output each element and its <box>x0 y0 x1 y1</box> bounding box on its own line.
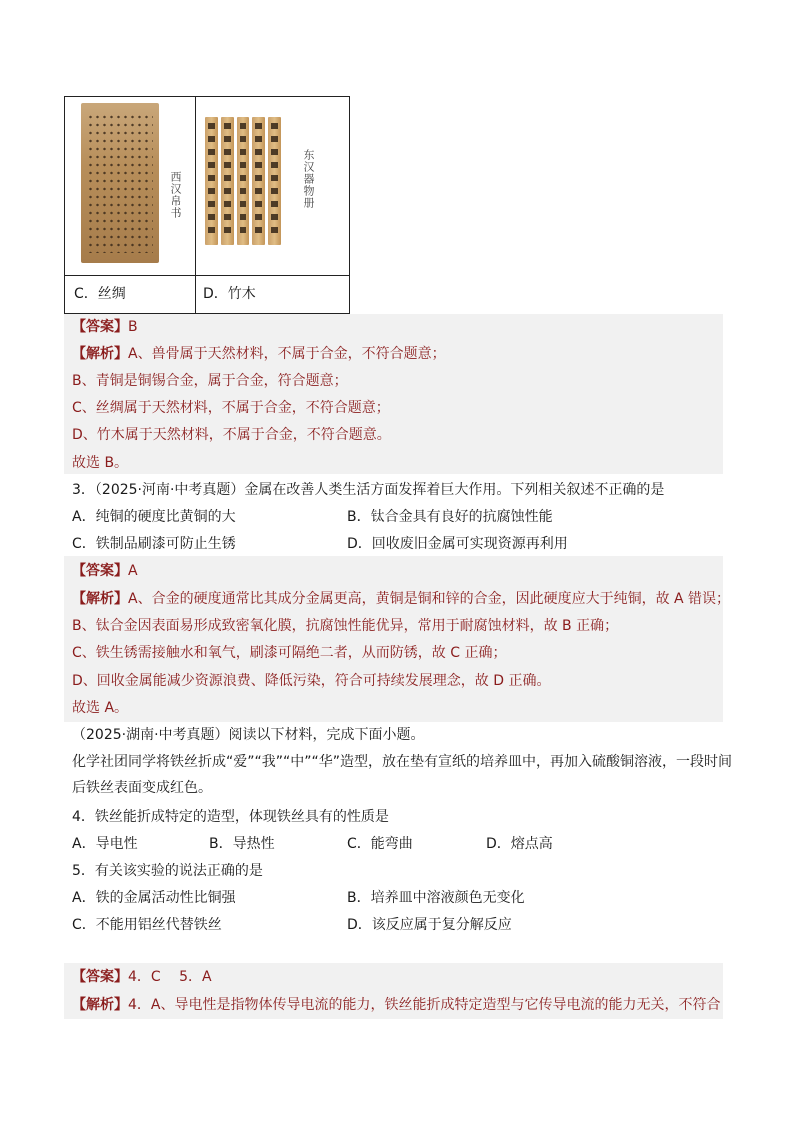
q5-option-b: B．培养皿中溶液颜色无变化 <box>347 890 525 906</box>
q5-option-a: A．铁的金属活动性比铜强 <box>72 890 236 906</box>
answer-line-3: 【答案】4．C 5．A <box>72 969 212 985</box>
question-4-stem: 4．铁丝能折成特定的造型，体现铁丝具有的性质是 <box>72 809 389 825</box>
q3-option-b: B．钛合金具有良好的抗腐蚀性能 <box>347 509 553 525</box>
question-3-stem: 3．（2025·河南·中考真题）金属在改善人类生活方面发挥着巨大作用。下列相关叙述不正确的是 <box>72 482 665 498</box>
answer-block-2 <box>64 556 723 722</box>
q3-option-d: D．回收废旧金属可实现资源再利用 <box>347 536 568 552</box>
analysis-line-2: 【解析】A、合金的硬度通常比其成分金属更高，黄铜是铜和锌的合金，因此硬度应大于纯铜，故 A 错误； <box>72 591 731 607</box>
image-table <box>64 96 350 314</box>
q3-option-a: A．纯铜的硬度比黄铜的大 <box>72 509 236 525</box>
q4-option-b: B．导热性 <box>209 836 275 852</box>
q3-option-c: C．铁制品刷漆可防止生锈 <box>72 536 236 552</box>
analysis-line: D、竹木属于天然材料，不属于合金，不符合题意。 <box>72 427 391 443</box>
silk-caption: 西汉帛书 <box>169 171 182 219</box>
option-c-label: C．丝绸 <box>74 286 126 302</box>
analysis-line-1: 【解析】A、兽骨属于天然材料，不属于合金，不符合题意； <box>72 346 446 362</box>
analysis-conclusion: 故选 B。 <box>72 455 129 471</box>
analysis-conclusion: 故选 A。 <box>72 700 129 716</box>
table-divider-vertical <box>195 97 196 313</box>
passage-text-1: 化学社团同学将铁丝折成“爱”“我”“中”“华”造型，放在垫有宣纸的培养皿中，再加入硫酸铜溶液，一段时间 <box>72 754 733 770</box>
analysis-line-3: 【解析】4．A、导电性是指物体传导电流的能力，铁丝能折成特定造型与它传导电流的能力无关，不符合 <box>72 997 721 1013</box>
option-d-label: D．竹木 <box>203 286 256 302</box>
q5-option-c: C．不能用铝丝代替铁丝 <box>72 917 222 933</box>
bamboo-slips-image <box>205 117 281 245</box>
question-5-stem: 5．有关该实验的说法正确的是 <box>72 863 263 879</box>
q5-option-d: D．该反应属于复分解反应 <box>347 917 512 933</box>
analysis-line: B、钛合金因表面易形成致密氧化膜，抗腐蚀性能优异，常用于耐腐蚀材料，故 B 正确； <box>72 618 619 634</box>
answer-line-2: 【答案】A <box>72 563 138 579</box>
answer-block-1 <box>64 314 723 474</box>
q4-option-c: C．能弯曲 <box>347 836 413 852</box>
bamboo-caption: 东汉器物册 <box>302 149 315 209</box>
silk-manuscript-image <box>81 103 159 263</box>
analysis-line: C、丝绸属于天然材料，不属于合金，不符合题意； <box>72 400 390 416</box>
q4-option-a: A．导电性 <box>72 836 138 852</box>
table-divider-horizontal <box>65 275 349 276</box>
analysis-line: D、回收金属能减少资源浪费、降低污染，符合可持续发展理念，故 D 正确。 <box>72 673 551 689</box>
passage-source: （2025·湖南·中考真题）阅读以下材料，完成下面小题。 <box>72 727 425 743</box>
analysis-line: C、铁生锈需接触水和氧气，刷漆可隔绝二者，从而防锈，故 C 正确； <box>72 645 507 661</box>
analysis-line: B、青铜是铜锡合金，属于合金，符合题意； <box>72 373 348 389</box>
passage-text-2: 后铁丝表面变成红色。 <box>72 780 212 796</box>
q4-option-d: D．熔点高 <box>486 836 553 852</box>
answer-line-1: 【答案】B <box>72 319 138 335</box>
